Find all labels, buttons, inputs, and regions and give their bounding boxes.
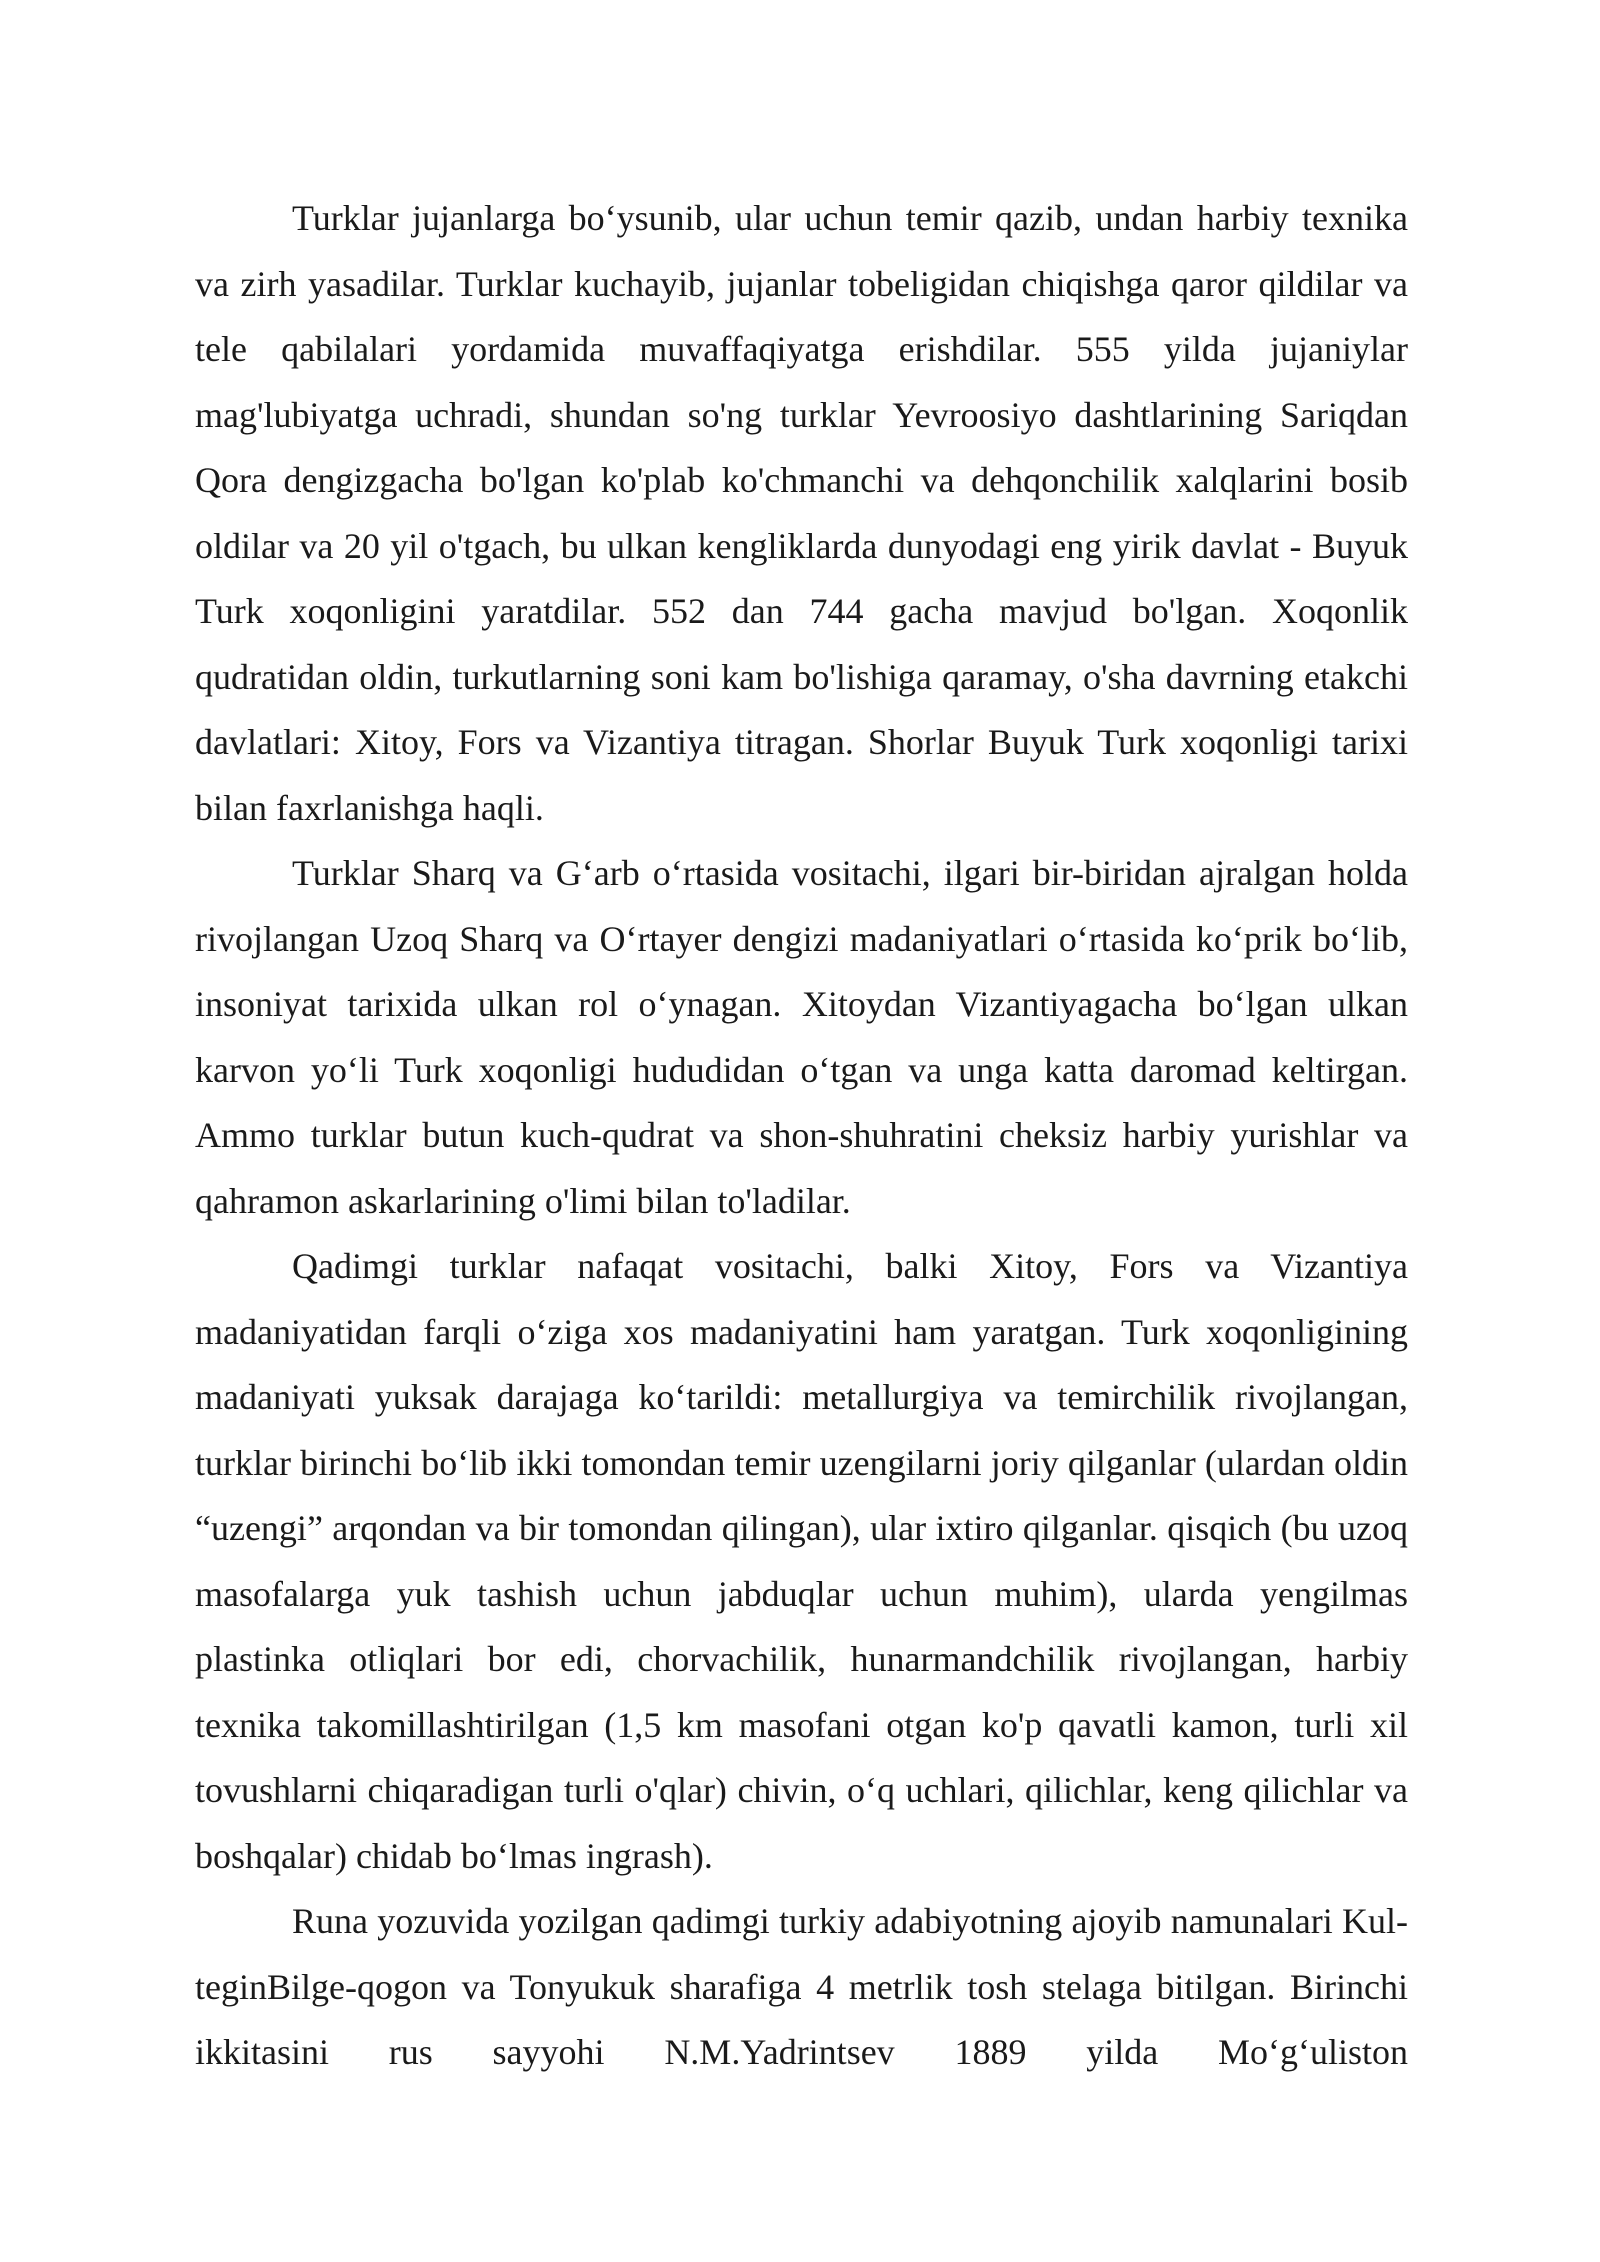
paragraph-4: Runa yozuvida yozilgan qadimgi turkiy adabiyotning ajoyib namunalari Kul-teginBilge-qogon va Tonyukuk sharafiga 4 metrlik tosh stelaga bitilgan. Birinchi ikkitasini rus sayyohi N.M.Yadrintsev 1889 yilda Mo‘g‘uliston xyxy=(195,1901,1408,2072)
paragraph-3: Qadimgi turklar nafaqat vositachi, balki Xitoy, Fors va Vizantiya madaniyatidan farqli o‘ziga xos madaniyatini ham yaratgan. Turk xoqonligining madaniyati yuksak darajaga ko‘tarildi: metallurgiya va temirchilik rivojlangan, turklar birinchi bo‘lib ikki tomondan temir uzengilarni joriy qilganlar (ulardan oldin “uzengi” arqondan va bir tomondan qilingan), ular ixtiro qilganlar. qisqich (bu uzoq masofalarga yuk tashish uchun jabduqlar uchun muhim), ularda yengilmas plastinka otliqlari bor edi, chorvachilik, hunarmandchilik rivojlangan, harbiy texnika takomillashtirilgan (1,5 km masofani otgan ko'p qavatli kamon, turli xil tovushlarni chiqaradigan turli o'qlar) chivin, o‘q uchlari, qilichlar, keng qilichlar va boshqalar) chidab bo‘lmas ingrash). xyxy=(195,1246,1408,1876)
document-page xyxy=(195,186,1408,2086)
paragraph-2: Turklar Sharq va G‘arb o‘rtasida vositachi, ilgari bir-biridan ajralgan holda rivojlangan Uzoq Sharq va O‘rtayer dengizi madaniyatlari o‘rtasida ko‘prik bo‘lib, insoniyat tarixida ulkan rol o‘ynagan. Xitoydan Vizantiyagacha bo‘lgan ulkan karvon yo‘li Turk xoqonligi hududidan o‘tgan va unga katta daromad keltirgan. Ammo turklar butun kuch-qudrat va shon-shuhratini cheksiz harbiy yurishlar va qahramon askarlarining o'limi bilan to'ladilar. xyxy=(195,853,1408,1221)
paragraph-1: Turklar jujanlarga bo‘ysunib, ular uchun temir qazib, undan harbiy texnika va zirh yasadilar. Turklar kuchayib, jujanlar tobeligidan chiqishga qaror qildilar va tele qabilalari yordamida muvaffaqiyatga erishdilar. 555 yilda jujaniylar mag'lubiyatga uchradi, shundan so'ng turklar Yevroosiyo dashtlarining Sariqdan Qora dengizgacha bo'lgan ko'plab ko'chmanchi va dehqonchilik xalqlarini bosib oldilar va 20 yil o'tgach, bu ulkan kengliklarda dunyodagi eng yirik davlat - Buyuk Turk xoqonligini yaratdilar. 552 dan 744 gacha mavjud bo'lgan. Xoqonlik qudratidan oldin, turkutlarning soni kam bo'lishiga qaramay, o'sha davrning etakchi davlatlari: Xitoy, Fors va Vizantiya titragan. Shorlar Buyuk Turk xoqonligi tarixi bilan faxrlanishga haqli. xyxy=(195,198,1408,828)
